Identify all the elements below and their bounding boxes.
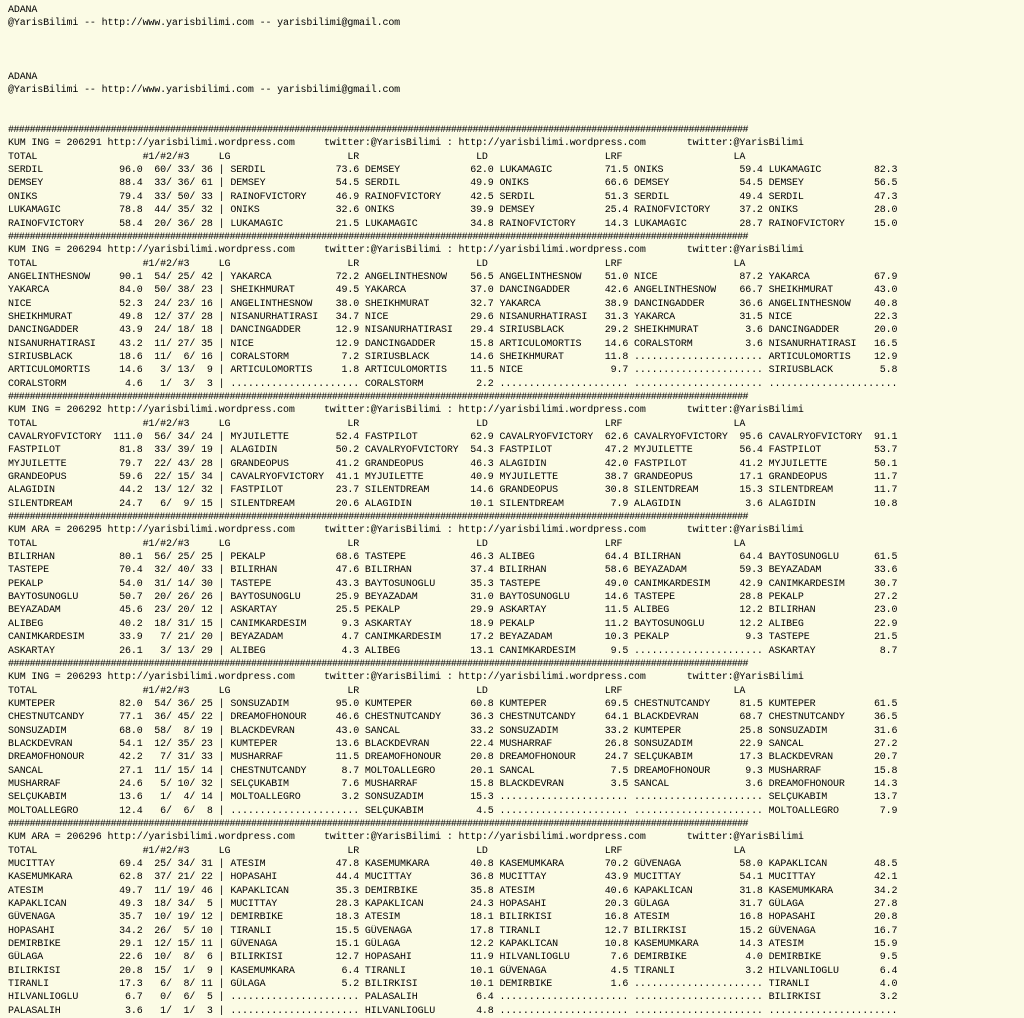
table-row: ATESIM 49.7 11/ 19/ 46 | KAPAKLICAN 35.3 DEMIRBIKE 35.8 ATESIM 40.6 KAPAKLICAN 31.8 KASEMUMKARA 34.2 — [8, 885, 898, 897]
separator-rule: ######################################################################################################################################### — [8, 512, 748, 524]
column-header: TOTAL #1/#2/#3 LG LR LD LRF LA — [8, 258, 746, 270]
separator-rule: ######################################################################################################################################### — [8, 125, 748, 137]
blank-line — [8, 31, 1016, 44]
report-header — [8, 4, 1016, 124]
table-row: DREAMOFHONOUR 42.2 7/ 31/ 33 | MUSHARRAF 11.5 DREAMOFHONOUR 20.8 DREAMOFHONOUR 24.7 SELÇUKABIM 17.3 BLACKDEVRAN 20.7 — [8, 752, 898, 764]
table-row: CAVALRYOFVICTORY 111.0 56/ 34/ 24 | MYJUILETTE 52.4 FASTPILOT 62.9 CAVALRYOFVICTORY 62.6 CAVALRYOFVICTORY 95.6 CAVALRYOFVICTORY 91.1 — [8, 432, 898, 443]
separator-rule: ######################################################################################################################################### — [8, 231, 748, 243]
table-row: MYJUILETTE 79.7 22/ 43/ 28 | GRANDEOPUS 41.2 GRANDEOPUS 46.3 ALAGIDIN 42.0 FASTPILOT 41.2 MYJUILETTE 50.1 — [8, 458, 898, 470]
race-title: KUM ING = 206293 http://yarisbilimi.wordpress.com twitter:@YarisBilimi : http://yarisbilimi.wordpress.com twitter:@YarisBilimi — [8, 672, 804, 684]
table-row: ALAGIDIN 44.2 13/ 12/ 32 | FASTPILOT 23.7 SILENTDREAM 14.6 GRANDEOPUS 30.8 SILENTDREAM 15.3 SILENTDREAM 11.7 — [8, 485, 898, 497]
race-section — [8, 511, 1016, 658]
header-line: ADANA — [8, 5, 38, 16]
race-title: KUM ING = 206292 http://yarisbilimi.wordpress.com twitter:@YarisBilimi : http://yarisbilimi.wordpress.com twitter:@YarisBilimi — [8, 405, 804, 417]
table-row: TASTEPE 70.4 32/ 40/ 33 | BILIRHAN 47.6 BILIRHAN 37.4 BILIRHAN 58.6 BEYAZADAM 59.3 BEYAZADAM 33.6 — [8, 565, 898, 577]
table-row: ANGELINTHESNOW 90.1 54/ 25/ 42 | YAKARCA 72.2 ANGELINTHESNOW 56.5 ANGELINTHESNOW 51.0 NICE 87.2 YAKARCA 67.9 — [8, 271, 898, 283]
race-title: KUM ARA = 206296 http://yarisbilimi.wordpress.com twitter:@YarisBilimi : http://yarisbilimi.wordpress.com twitter:@YarisBilimi — [8, 832, 804, 844]
table-row: BILIRKISI 20.8 15/ 1/ 9 | KASEMUMKARA 6.4 TIRANLI 10.1 GÜVENAGA 4.5 TIRANLI 3.2 HILVANLIOGLU 6.4 — [8, 965, 898, 977]
table-row: NICE 52.3 24/ 23/ 16 | ANGELINTHESNOW 38.0 SHEIKHMURAT 32.7 YAKARCA 38.9 DANCINGADDER 36.6 ANGELINTHESNOW 40.8 — [8, 298, 898, 310]
table-row: BILIRHAN 80.1 56/ 25/ 25 | PEKALP 68.6 TASTEPE 46.3 ALIBEG 64.4 BILIRHAN 64.4 BAYTOSUNOGLU 61.5 — [8, 552, 898, 564]
table-row: FASTPILOT 81.8 33/ 39/ 19 | ALAGIDIN 50.2 CAVALRYOFVICTORY 54.3 FASTPILOT 47.2 MYJUILETTE 56.4 FASTPILOT 53.7 — [8, 445, 898, 457]
table-row: GÜLAGA 22.6 10/ 8/ 6 | BILIRKISI 12.7 HOPASAHI 11.9 HILVANLIOGLU 7.6 DEMIRBIKE 4.0 DEMIRBIKE 9.5 — [8, 952, 898, 964]
table-row: CHESTNUTCANDY 77.1 36/ 45/ 22 | DREAMOFHONOUR 46.6 CHESTNUTCANDY 36.3 CHESTNUTCANDY 64.1 BLACKDEVRAN 68.7 CHESTNUTCANDY 36.5 — [8, 712, 898, 724]
table-row: LUKAMAGIC 78.8 44/ 35/ 32 | ONIKS 32.6 ONIKS 39.9 DEMSEY 25.4 RAINOFVICTORY 37.2 ONIKS 28.0 — [8, 205, 898, 217]
table-row: ARTICULOMORTIS 14.6 3/ 13/ 9 | ARTICULOMORTIS 1.8 ARTICULOMORTIS 11.5 NICE 9.7 ...................... SIRIUSBLACK 5.8 — [8, 365, 898, 377]
race-section — [8, 231, 1016, 391]
table-row: GRANDEOPUS 59.6 22/ 15/ 34 | CAVALRYOFVICTORY 41.1 MYJUILETTE 40.9 MYJUILETTE 38.7 GRANDEOPUS 17.1 GRANDEOPUS 11.7 — [8, 472, 898, 484]
table-row: SELÇUKABIM 13.6 1/ 4/ 14 | MOLTOALLEGRO 3.2 SONSUZADIM 15.3 ...................... ...................... SELÇUKABIM 13.7 — [8, 792, 898, 804]
table-row: BLACKDEVRAN 54.1 12/ 35/ 23 | KUMTEPER 13.6 BLACKDEVRAN 22.4 MUSHARRAF 26.8 SONSUZADIM 22.9 SANCAL 27.2 — [8, 738, 898, 750]
table-row: PEKALP 54.0 31/ 14/ 30 | TASTEPE 43.3 BAYTOSUNOGLU 35.3 TASTEPE 49.0 CANIMKARDESIM 42.9 CANIMKARDESIM 30.7 — [8, 578, 898, 590]
table-row: ONIKS 79.4 33/ 50/ 33 | RAINOFVICTORY 46.9 RAINOFVICTORY 42.5 SERDIL 51.3 SERDIL 49.4 SERDIL 47.3 — [8, 191, 898, 203]
table-row: SIRIUSBLACK 18.6 11/ 6/ 16 | CORALSTORM 7.2 SIRIUSBLACK 14.6 SHEIKHMURAT 11.8 ...................... ARTICULOMORTIS 12.9 — [8, 351, 898, 363]
table-row: RAINOFVICTORY 58.4 20/ 36/ 28 | LUKAMAGIC 21.5 LUKAMAGIC 34.8 RAINOFVICTORY 14.3 LUKAMAGIC 28.7 RAINOFVICTORY 15.0 — [8, 218, 898, 230]
table-row: HILVANLIOGLU 6.7 0/ 6/ 5 | ...................... PALASALIH 6.4 ...................... ...................... BILIRKISI 3.2 — [8, 992, 898, 1004]
table-row: MUSHARRAF 24.6 5/ 10/ 32 | SELÇUKABIM 7.6 MUSHARRAF 15.8 BLACKDEVRAN 3.5 SANCAL 3.6 DREAMOFHONOUR 14.3 — [8, 778, 898, 790]
blank-line — [8, 97, 1016, 110]
separator-rule: ######################################################################################################################################### — [8, 658, 748, 670]
column-header: TOTAL #1/#2/#3 LG LR LD LRF LA — [8, 151, 746, 163]
table-row: DEMSEY 88.4 33/ 36/ 61 | DEMSEY 54.5 SERDIL 49.9 ONIKS 66.6 DEMSEY 54.5 DEMSEY 56.5 — [8, 178, 898, 190]
table-row: SANCAL 27.1 11/ 15/ 14 | CHESTNUTCANDY 8.7 MOLTOALLEGRO 20.1 SANCAL 7.5 DREAMOFHONOUR 9.3 MUSHARRAF 15.8 — [8, 765, 898, 777]
table-row: SILENTDREAM 24.7 6/ 9/ 15 | SILENTDREAM 20.6 ALAGIDIN 10.1 SILENTDREAM 7.9 ALAGIDIN 3.6 ALAGIDIN 10.8 — [8, 498, 898, 510]
header-line: ADANA — [8, 71, 38, 83]
blank-line — [8, 111, 1016, 124]
table-row: SERDIL 96.0 60/ 33/ 36 | SERDIL 73.6 DEMSEY 62.0 LUKAMAGIC 71.5 ONIKS 59.4 LUKAMAGIC 82.3 — [8, 165, 898, 177]
race-sections — [8, 124, 1016, 1018]
table-row: KASEMUMKARA 62.8 37/ 21/ 22 | HOPASAHI 44.4 MUCITTAY 36.8 MUCITTAY 43.9 MUCITTAY 54.1 MUCITTAY 42.1 — [8, 872, 898, 884]
race-title: KUM ING = 206294 http://yarisbilimi.wordpress.com twitter:@YarisBilimi : http://yarisbilimi.wordpress.com twitter:@YarisBilimi — [8, 245, 804, 257]
separator-rule: ######################################################################################################################################### — [8, 391, 748, 403]
header-line: @YarisBilimi -- http://www.yarisbilimi.com -- yarisbilimi@gmail.com — [8, 85, 401, 97]
blank-line — [8, 57, 1016, 70]
header-line: @YarisBilimi -- http://www.yarisbilimi.com -- yarisbilimi@gmail.com — [8, 18, 401, 30]
column-header: TOTAL #1/#2/#3 LG LR LD LRF LA — [8, 845, 746, 857]
column-header: TOTAL #1/#2/#3 LG LR LD LRF LA — [8, 685, 746, 697]
table-row: YAKARCA 84.0 50/ 38/ 23 | SHEIKHMURAT 49.5 YAKARCA 37.0 DANCINGADDER 42.6 ANGELINTHESNOW 66.7 SHEIKHMURAT 43.0 — [8, 285, 898, 297]
race-section — [8, 391, 1016, 511]
race-section — [8, 658, 1016, 818]
column-header: TOTAL #1/#2/#3 LG LR LD LRF LA — [8, 418, 746, 430]
race-title: KUM ING = 206291 http://yarisbilimi.wordpress.com twitter:@YarisBilimi : http://yarisbilimi.wordpress.com twitter:@YarisBilimi — [8, 138, 804, 150]
table-row: KAPAKLICAN 49.3 18/ 34/ 5 | MUCITTAY 28.3 KAPAKLICAN 24.3 HOPASAHI 20.3 GÜLAGA 31.7 GÜLAGA 27.8 — [8, 899, 898, 911]
table-row: GÜVENAGA 35.7 10/ 19/ 12 | DEMIRBIKE 18.3 ATESIM 18.1 BILIRKISI 16.8 ATESIM 16.8 HOPASAHI 20.8 — [8, 912, 898, 924]
race-section — [8, 818, 1016, 1018]
race-title: KUM ARA = 206295 http://yarisbilimi.wordpress.com twitter:@YarisBilimi : http://yarisbilimi.wordpress.com twitter:@YarisBilimi — [8, 525, 804, 537]
table-row: MOLTOALLEGRO 12.4 6/ 6/ 8 | ...................... SELÇUKABIM 4.5 ...................... ...................... MOLTOALLEGRO 7.9 — [8, 805, 898, 817]
table-row: ASKARTAY 26.1 3/ 13/ 29 | ALIBEG 4.3 ALIBEG 13.1 CANIMKARDESIM 9.5 ...................... ASKARTAY 8.7 — [8, 645, 898, 657]
table-row: NISANURHATIRASI 43.2 11/ 27/ 35 | NICE 12.9 DANCINGADDER 15.8 ARTICULOMORTIS 14.6 CORALSTORM 3.6 NISANURHATIRASI 16.5 — [8, 338, 898, 350]
table-row: BAYTOSUNOGLU 50.7 20/ 26/ 26 | BAYTOSUNOGLU 25.9 BEYAZADAM 31.0 BAYTOSUNOGLU 14.6 TASTEPE 28.8 PEKALP 27.2 — [8, 592, 898, 604]
column-header: TOTAL #1/#2/#3 LG LR LD LRF LA — [8, 538, 746, 550]
table-row: PALASALIH 3.6 1/ 1/ 3 | ...................... HILVANLIOGLU 4.8 ...................... ...................... ...................... — [8, 1005, 898, 1017]
table-row: MUCITTAY 69.4 25/ 34/ 31 | ATESIM 47.8 KASEMUMKARA 40.8 KASEMUMKARA 70.2 GÜVENAGA 58.0 KAPAKLICAN 48.5 — [8, 859, 898, 870]
blank-line — [8, 44, 1016, 57]
table-row: SONSUZADIM 68.0 58/ 8/ 19 | BLACKDEVRAN 43.0 SANCAL 33.2 SONSUZADIM 33.2 KUMTEPER 25.8 SONSUZADIM 31.6 — [8, 725, 898, 737]
race-section — [8, 124, 1016, 231]
separator-rule: ######################################################################################################################################### — [8, 818, 748, 830]
table-row: CANIMKARDESIM 33.9 7/ 21/ 20 | BEYAZADAM 4.7 CANIMKARDESIM 17.2 BEYAZADAM 10.3 PEKALP 9.3 TASTEPE 21.5 — [8, 632, 898, 644]
table-row: BEYAZADAM 45.6 23/ 20/ 12 | ASKARTAY 25.5 PEKALP 29.9 ASKARTAY 11.5 ALIBEG 12.2 BILIRHAN 23.0 — [8, 605, 898, 617]
table-row: ALIBEG 40.2 18/ 31/ 15 | CANIMKARDESIM 9.3 ASKARTAY 18.9 PEKALP 11.2 BAYTOSUNOGLU 12.2 ALIBEG 22.9 — [8, 618, 898, 630]
table-row: SHEIKHMURAT 49.8 12/ 37/ 28 | NISANURHATIRASI 34.7 NICE 29.6 NISANURHATIRASI 31.3 YAKARCA 31.5 NICE 22.3 — [8, 311, 898, 323]
table-row: TIRANLI 17.3 6/ 8/ 11 | GÜLAGA 5.2 BILIRKISI 10.1 DEMIRBIKE 1.6 ...................... TIRANLI 4.0 — [8, 979, 898, 991]
table-row: DANCINGADDER 43.9 24/ 18/ 18 | DANCINGADDER 12.9 NISANURHATIRASI 29.4 SIRIUSBLACK 29.2 SHEIKHMURAT 3.6 DANCINGADDER 20.0 — [8, 325, 898, 337]
table-row: KUMTEPER 82.0 54/ 36/ 25 | SONSUZADIM 95.0 KUMTEPER 60.8 KUMTEPER 69.5 CHESTNUTCANDY 81.5 KUMTEPER 61.5 — [8, 698, 898, 710]
table-row: HOPASAHI 34.2 26/ 5/ 10 | TIRANLI 15.5 GÜVENAGA 17.8 TIRANLI 12.7 BILIRKISI 15.2 GÜVENAGA 16.7 — [8, 925, 898, 937]
table-row: DEMIRBIKE 29.1 12/ 15/ 11 | GÜVENAGA 15.1 GÜLAGA 12.2 KAPAKLICAN 10.8 KASEMUMKARA 14.3 ATESIM 15.9 — [8, 939, 898, 951]
table-row: CORALSTORM 4.6 1/ 3/ 3 | ...................... CORALSTORM 2.2 ...................... ...................... ...................... — [8, 378, 898, 390]
